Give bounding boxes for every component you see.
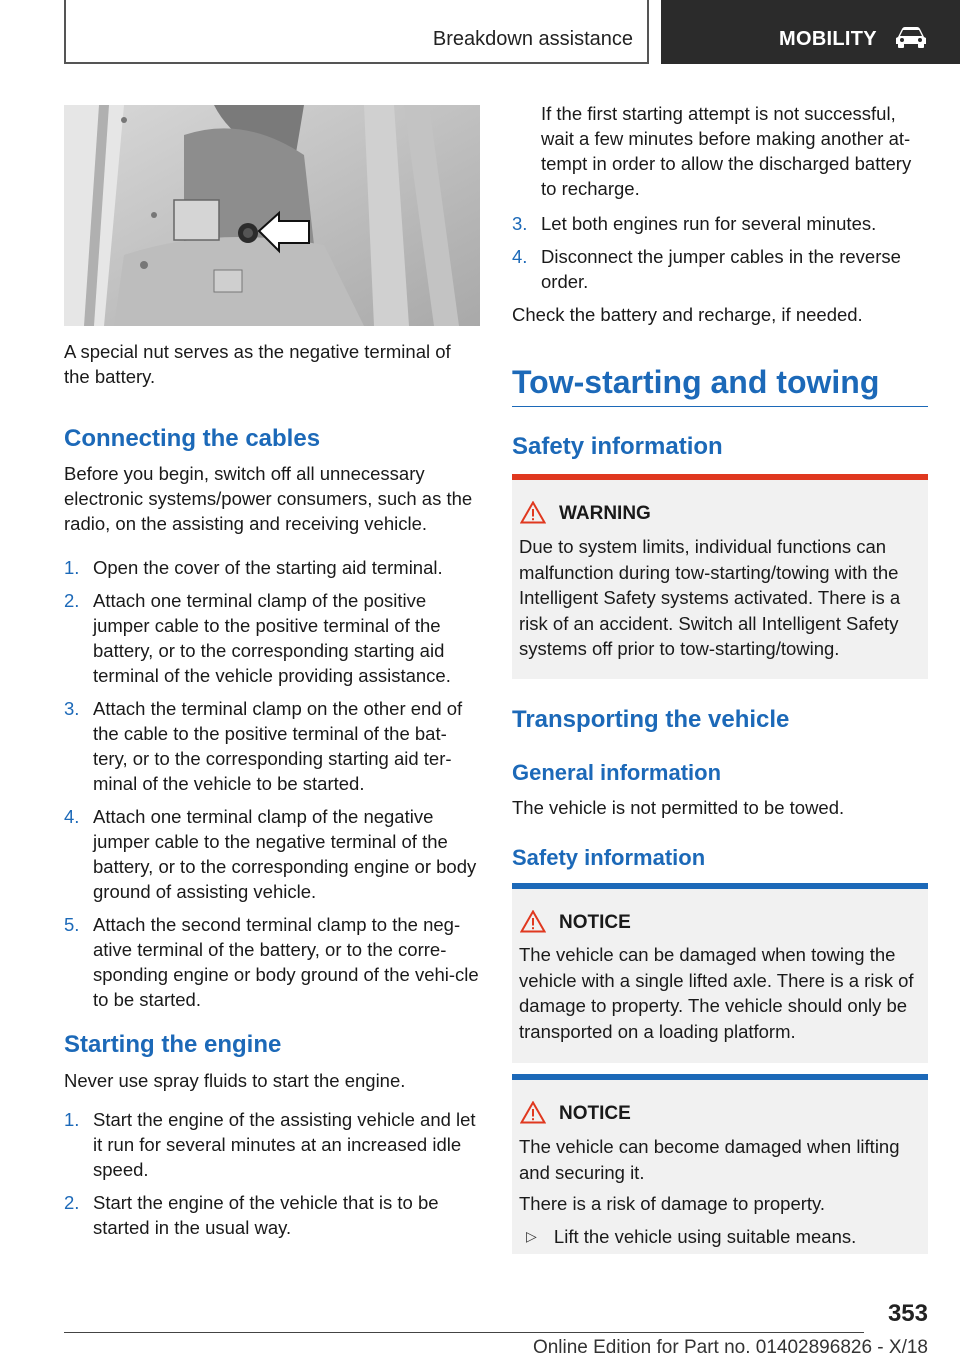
notice-box-2 bbox=[512, 1074, 928, 1254]
notice-text-2: There is a risk of damage to property. bbox=[519, 1193, 826, 1214]
notice-label: NOTICE bbox=[559, 1103, 631, 1124]
check-battery-text: Check the battery and recharge, if needed. bbox=[512, 304, 863, 325]
notice-label: NOTICE bbox=[559, 912, 631, 933]
step-text: Attach one terminal clamp of the negative jumper cable to the negative terminal of the battery, or to the corresponding engine or body ground of assisting vehicle. bbox=[93, 806, 477, 902]
notice-bullet bbox=[526, 1224, 922, 1252]
step-text: Start the engine of the assisting vehicle and let it run for several minutes at an increased idle speed. bbox=[93, 1109, 476, 1180]
starting-steps bbox=[64, 1107, 480, 1248]
connecting-intro: Before you begin, switch off all unnecessary electronic systems/power consumers, such as the radio, on the assisting and receiving vehicle. bbox=[64, 463, 473, 534]
bullet-arrow-icon: ▷ bbox=[526, 1228, 537, 1244]
notice-box-1 bbox=[512, 883, 928, 1063]
step-number: 1. bbox=[64, 557, 80, 578]
notice-bar bbox=[512, 883, 928, 889]
step-number: 1. bbox=[64, 1109, 80, 1130]
step-text: Start the engine of the vehicle that is to be started in the usual way. bbox=[93, 1192, 439, 1238]
right-steps bbox=[512, 211, 928, 302]
chapter-title: MOBILITY bbox=[779, 28, 877, 50]
notice-text-1: The vehicle can become damaged when lifting and securing it. bbox=[519, 1136, 900, 1183]
connecting-steps bbox=[64, 555, 480, 1020]
step-text: Attach the terminal clamp on the other end of the cable to the positive terminal of the bat‐tery, or to the corresponding starting aid ter‐minal of the vehicle to be started. bbox=[93, 698, 463, 794]
general-text: The vehicle is not permitted to be towed. bbox=[512, 797, 845, 818]
step-number: 5. bbox=[64, 914, 80, 935]
warning-triangle-icon bbox=[520, 910, 546, 933]
list-item bbox=[512, 244, 928, 294]
starting-intro: Never use spray fluids to start the engine. bbox=[64, 1070, 406, 1091]
list-item bbox=[64, 555, 480, 580]
general-heading: General information bbox=[512, 760, 722, 785]
step-text: Disconnect the jumper cables in the reverse order. bbox=[541, 246, 901, 292]
warning-triangle-icon bbox=[520, 1101, 546, 1124]
step-text: Attach one terminal clamp of the positive jumper cable to the positive terminal of the battery, or to the corresponding starting aid terminal of the vehicle providing assistance. bbox=[93, 590, 451, 686]
photo-caption: A special nut serves as the negative terminal of the battery. bbox=[64, 341, 451, 387]
list-item bbox=[64, 696, 480, 796]
step-number: 3. bbox=[64, 698, 80, 719]
starting-heading: Starting the engine bbox=[64, 1031, 282, 1058]
list-item bbox=[64, 1107, 480, 1182]
step-number: 4. bbox=[512, 246, 528, 267]
heading-rule bbox=[512, 406, 928, 407]
notice-bar bbox=[512, 1074, 928, 1080]
list-item bbox=[64, 804, 480, 904]
list-item bbox=[64, 912, 480, 1012]
tow-heading: Tow-starting and towing bbox=[512, 364, 880, 400]
step-number: 2. bbox=[64, 1192, 80, 1213]
warning-box bbox=[512, 474, 928, 679]
list-item bbox=[64, 1190, 480, 1240]
car-icon bbox=[894, 26, 928, 48]
warning-text: Due to system limits, individual functions can malfunction during tow-starting/towing with the Intelligent Safety systems activated. There is a risk of an accident. Switch all Intelligent Safety systems off prior to tow-starting/towing. bbox=[519, 536, 901, 659]
footer-edition: Online Edition for Part no. 01402896826 - X/18 bbox=[532, 1337, 928, 1358]
page-number: 353 bbox=[887, 1300, 928, 1327]
warning-triangle-icon bbox=[520, 501, 546, 524]
step-number: 2. bbox=[64, 590, 80, 611]
step-text: Open the cover of the starting aid terminal. bbox=[93, 557, 443, 578]
bullet-text: Lift the vehicle using suitable means. bbox=[553, 1226, 857, 1247]
step-text: Attach the second terminal clamp to the neg‐ative terminal of the battery, or to the corre‐sponding engine or body ground of the vehi‐cle to be started. bbox=[93, 914, 479, 1010]
continued-text: If the first starting attempt is not successful, wait a few minutes before making another at‐tempt in order to allow the discharged battery to recharge. bbox=[541, 103, 912, 199]
footer-rule bbox=[64, 1332, 864, 1333]
transport-heading: Transporting the vehicle bbox=[512, 706, 790, 733]
connecting-heading: Connecting the cables bbox=[64, 425, 321, 452]
step-number: 4. bbox=[64, 806, 80, 827]
header-chapter-tab bbox=[661, 0, 960, 64]
step-number: 3. bbox=[512, 213, 528, 234]
step-text: Let both engines run for several minutes. bbox=[541, 213, 877, 234]
warning-label: WARNING bbox=[559, 503, 651, 524]
safety2-heading: Safety information bbox=[512, 845, 706, 870]
list-item bbox=[64, 588, 480, 688]
list-item bbox=[512, 211, 928, 236]
engine-bay-photo bbox=[64, 105, 480, 326]
safety-heading: Safety information bbox=[512, 433, 723, 460]
section-title: Breakdown assistance bbox=[432, 28, 633, 50]
warning-bar bbox=[512, 474, 928, 480]
notice-text: The vehicle can be damaged when towing the vehicle with a single lifted axle. There is a risk of damage to property. The vehicle should only be transported on a loading platform. bbox=[519, 944, 914, 1042]
header-section-tab bbox=[64, 0, 649, 64]
